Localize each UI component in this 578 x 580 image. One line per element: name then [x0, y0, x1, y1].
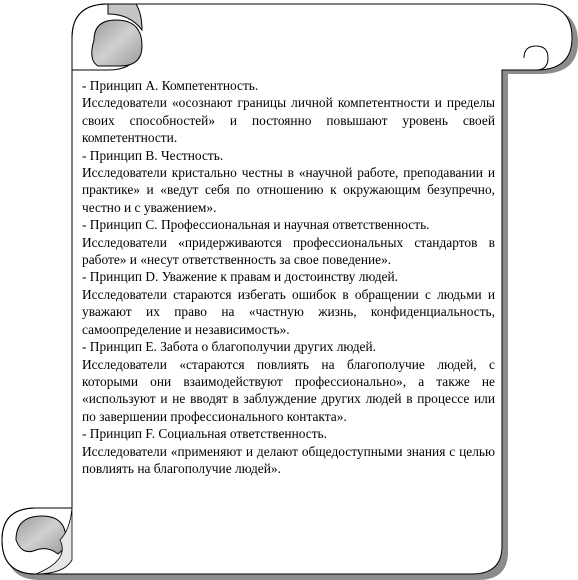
principle-description: Исследователи «применяют и делают общедоступными знания с целью повлиять на благополучие людей».: [82, 443, 495, 476]
principle-description: Исследователи «стараются повлиять на благополучие людей, с которыми они взаимодействуют профессионально», а также не «используют и не вводят в заблуждение других людей в процессе или по завершении профессионального контакта».: [82, 356, 495, 424]
principle-description: - Принцип С. Профессиональная и научная ответственность.: [82, 217, 430, 233]
document-text: [82, 77, 495, 477]
principle-heading: - Принцип F. Социальная ответственность.: [82, 426, 328, 442]
principle-heading: - Принцип Е. Забота о благополучии других людей.: [82, 339, 376, 355]
principle-description: Исследователи «придерживаются профессиональных стандартов в работе» и «несут ответственность за свое поведение».: [82, 234, 495, 268]
principle-heading: - Принцип D. Уважение к правам и достоинству людей.: [82, 269, 398, 285]
principle-description: Исследователи «осознают границы личной компетентности и пределы своих способностей» и постоянно повышают уровень своей компетентности.: [82, 95, 495, 146]
principle-description: Исследователи кристально честны в «научной работе, преподавании и практике» и «ведут себя по отношению к окружающим безупречно, честно и с уважением».: [82, 165, 495, 215]
principle-heading: - Принцип А. Компетентность.: [82, 78, 259, 93]
principle-description: Исследователи стараются избегать ошибок в обращении с людьми и уважают их право на «частную жизнь, конфиденциальность, самоопределение и независимость».: [82, 286, 495, 337]
principle-heading: - Принцип В. Честность.: [82, 147, 224, 163]
